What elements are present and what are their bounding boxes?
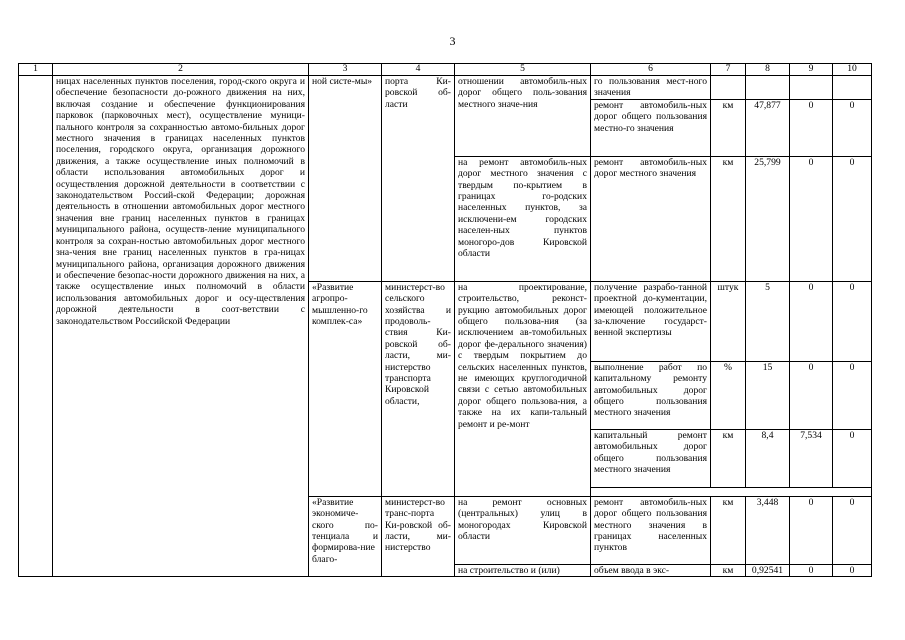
cell-value-10: 0 [833,361,872,429]
cell-indicator: объем ввода в экс- [591,564,711,576]
cell-unit: % [711,361,746,429]
cell-value-9: 0 [790,99,833,156]
cell-purpose: отношении автомобиль-ных дорог общего поль-зования местного значе-ния [455,76,591,157]
col-num-1: 1 [19,64,53,76]
cell-unit: км [711,156,746,281]
cell-value-9 [790,76,833,100]
col-num-5: 5 [455,64,591,76]
cell-value-8: 47,877 [746,99,790,156]
page-number: 3 [449,34,456,48]
col-num-6: 6 [591,64,711,76]
col-num-10: 10 [833,64,872,76]
cell-unit: км [711,429,746,487]
cell-executor: порта Ки-ровской об-ласти [382,76,455,282]
cell-indicator: ремонт автомобиль-ных дорог общего пользования местно-го значения [591,99,711,156]
cell-value-10: 0 [833,429,872,487]
spacer-cell [591,487,872,496]
cell-indicator: получение разрабо-танной проектной до-кументации, имеющей положительное за-ключение государст-венной экспертизы [591,281,711,361]
cell-purpose: на проектирование, строительство, реконст-рукцию автомобильных дорог общего пользова-ния (за исключением ав-томобильных дорог фе-дерального значения) с твердым покрытием до сельских населенных пунктов, не имеющих круглогодичной связи с сетью автомобильных дорог общего пользова-ния, а также на их капи-тальный ремонт и ре-монт [455,281,591,496]
cell-value-9: 0 [790,156,833,281]
cell-description: ницах населенных пунктов поселения, город-ского округа и обеспечение безопасности до-рожного движения на них, включая создание и обеспечение функционирования парковок (парковочных мест), осуществление муници-пального контроля за сохранностью автомо-бильных дорог местного значения в границах населенных пунктов поселения, городского округа, организация дорожного движения, а также осуществление иных полномочий в области использования автомобильных дорог и осуществления дорожной деятельности в соответствии с законодательством Россий-ской Федерации; дорожная деятельность в отношении автомобильных дорог местного значения вне границ населенных пунктов в границах муниципального района, осуществ-ление муниципального контроля за сохран-ностью автомобильных дорог местного зна-чения вне границ населенных пунктов в гра-ницах муниципального района, организация дорожного движения и обеспечение безопас-ности дорожного движения на них, а также осуществление иных полномочий в области использования автомобильных дорог и осу-ществления дорожной деятельности в соот-ветствии с законодательством Российской Федерации [53,76,309,577]
cell-indicator: капитальный ремонт автомобильных дорог общего пользования местного значения [591,429,711,487]
cell-value-10: 0 [833,564,872,576]
cell-value-8: 25,799 [746,156,790,281]
cell-unit: км [711,564,746,576]
table-row [19,76,872,100]
cell-value-9: 0 [790,496,833,564]
col-num-4: 4 [382,64,455,76]
cell-executor: министерст-во транс-порта Ки-ровской об-ласти, ми-нистерство [382,496,455,576]
column-number-row [19,64,872,76]
cell-purpose: на ремонт основных (центральных) улиц в моногородах Кировской области [455,496,591,564]
cell-value-9: 7,534 [790,429,833,487]
cell-col1 [19,76,53,577]
cell-unit: км [711,99,746,156]
cell-value-9: 0 [790,361,833,429]
col-num-9: 9 [790,64,833,76]
cell-value-10: 0 [833,496,872,564]
cell-value-10: 0 [833,281,872,361]
cell-value-8: 3,448 [746,496,790,564]
cell-value-9: 0 [790,564,833,576]
col-num-7: 7 [711,64,746,76]
cell-value-8: 8,4 [746,429,790,487]
cell-purpose: на строительство и (или) [455,564,591,576]
cell-indicator: ремонт автомобиль-ных дорог местного значения [591,156,711,281]
cell-unit: штук [711,281,746,361]
cell-indicator: го пользования мест-ного значения [591,76,711,100]
cell-subprogram: ной систе-мы» [309,76,382,282]
cell-executor: министерст-во сельского хозяйства и продоволь-ствия Ки-ровской об-ласти, ми-нистерство транспорта Кировской области, [382,281,455,496]
cell-value-8: 0,92541 [746,564,790,576]
col-num-3: 3 [309,64,382,76]
col-num-8: 8 [746,64,790,76]
cell-subprogram: «Развитие экономиче-ского по-тенциала и формирова-ние благо- [309,496,382,576]
col-num-2: 2 [53,64,309,76]
cell-value-10: 0 [833,156,872,281]
cell-unit: км [711,496,746,564]
cell-value-8: 5 [746,281,790,361]
program-table [18,63,872,577]
cell-value-9: 0 [790,281,833,361]
cell-value-10: 0 [833,99,872,156]
cell-value-8: 15 [746,361,790,429]
cell-value-8 [746,76,790,100]
cell-subprogram: «Развитие агропро-мышленно-го комплек-са» [309,281,382,496]
cell-value-10 [833,76,872,100]
cell-indicator: выполнение работ по капитальному ремонту автомобильных дорог общего пользования местного значения [591,361,711,429]
cell-unit [711,76,746,100]
cell-indicator: ремонт автомобиль-ных дорог общего пользования местного значения в границах населенных пунктов [591,496,711,564]
cell-purpose: на ремонт автомобиль-ных дорог местного значения с твердым по-крытием в границах го-родских населенных пунктов, за исключени-ем городских населен-ных пунктов моногоро-дов Кировской области [455,156,591,281]
